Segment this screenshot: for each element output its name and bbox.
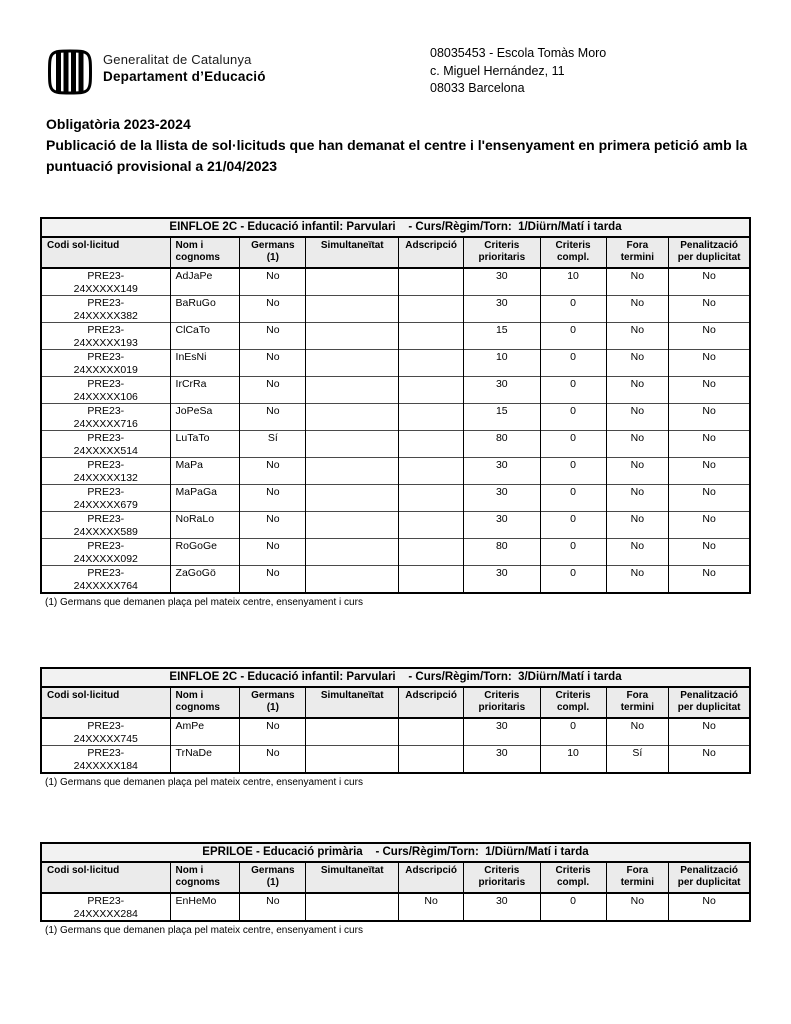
cell-penalitzacio-duplicitat: No — [669, 485, 750, 512]
table-row — [41, 296, 750, 323]
cell-fora-termini: No — [606, 458, 669, 485]
cell-codi-sollicitud: PRE23- 24XXXXX092 — [41, 539, 170, 566]
cell-adscripcio — [399, 746, 464, 774]
school-code-name: 08035453 - Escola Tomàs Moro — [430, 46, 607, 60]
table-row — [41, 431, 750, 458]
org-name-block — [103, 48, 266, 85]
cell-simultaneitat — [306, 566, 399, 594]
cell-simultaneitat — [306, 377, 399, 404]
cell-codi-sollicitud: PRE23- 24XXXXX764 — [41, 566, 170, 594]
cell-codi-sollicitud: PRE23- 24XXXXX106 — [41, 377, 170, 404]
cell-criteris-prioritaris: 30 — [464, 296, 541, 323]
table-row — [41, 512, 750, 539]
cell-fora-termini: No — [606, 431, 669, 458]
cell-criteris-compl: 0 — [540, 485, 606, 512]
column-header: Nom i cognoms — [170, 237, 240, 268]
cell-criteris-compl: 0 — [540, 718, 606, 746]
cell-germans: No — [240, 268, 306, 296]
cell-germans: No — [240, 458, 306, 485]
column-header: Criteris prioritaris — [464, 687, 541, 718]
column-header: Criteris compl. — [540, 862, 606, 893]
cell-adscripcio — [399, 512, 464, 539]
cell-simultaneitat — [306, 431, 399, 458]
cell-criteris-compl: 0 — [540, 377, 606, 404]
cell-criteris-compl: 0 — [540, 431, 606, 458]
cell-germans: No — [240, 377, 306, 404]
cell-criteris-compl: 0 — [540, 893, 606, 921]
cell-criteris-compl: 10 — [540, 746, 606, 774]
cell-nom-cognoms: RoGoGe — [170, 539, 240, 566]
cell-simultaneitat — [306, 512, 399, 539]
school-street: c. Miguel Hernández, 11 — [430, 63, 565, 78]
cell-criteris-prioritaris: 15 — [464, 404, 541, 431]
cell-germans: No — [240, 512, 306, 539]
column-header: Codi sol·licitud — [41, 687, 170, 718]
cell-criteris-prioritaris: 30 — [464, 268, 541, 296]
cell-fora-termini: No — [606, 566, 669, 594]
cell-adscripcio — [399, 323, 464, 350]
column-header: Germans (1) — [240, 237, 306, 268]
cell-nom-cognoms: BaRuGo — [170, 296, 240, 323]
cell-penalitzacio-duplicitat: No — [669, 268, 750, 296]
cell-criteris-compl: 0 — [540, 350, 606, 377]
cell-penalitzacio-duplicitat: No — [669, 458, 750, 485]
cell-adscripcio — [399, 404, 464, 431]
cell-fora-termini: No — [606, 893, 669, 921]
column-header: Adscripció — [399, 862, 464, 893]
cell-nom-cognoms: EnHeMo — [170, 893, 240, 921]
cell-adscripcio — [399, 718, 464, 746]
cell-nom-cognoms: AmPe — [170, 718, 240, 746]
cell-fora-termini: No — [606, 377, 669, 404]
cell-criteris-prioritaris: 30 — [464, 485, 541, 512]
cell-nom-cognoms: NoRaLo — [170, 512, 240, 539]
cell-simultaneitat — [306, 404, 399, 431]
cell-adscripcio — [399, 377, 464, 404]
cell-penalitzacio-duplicitat: No — [669, 404, 750, 431]
cell-criteris-prioritaris: 80 — [464, 431, 541, 458]
school-address-block — [430, 45, 606, 98]
cell-fora-termini: No — [606, 404, 669, 431]
cell-criteris-prioritaris: 30 — [464, 458, 541, 485]
footnote: (1) Germans que demanen plaça pel mateix centre, ensenyament i curs — [45, 925, 363, 936]
admissions-table-eprlloe-torn1 — [40, 842, 751, 922]
cell-nom-cognoms: ClCaTo — [170, 323, 240, 350]
cell-penalitzacio-duplicitat: No — [669, 718, 750, 746]
cell-codi-sollicitud: PRE23- 24XXXXX716 — [41, 404, 170, 431]
column-header: Fora termini — [606, 687, 669, 718]
generalitat-logo-icon — [48, 48, 92, 96]
table-row — [41, 268, 750, 296]
cell-germans: No — [240, 296, 306, 323]
cell-criteris-compl: 0 — [540, 539, 606, 566]
cell-germans: No — [240, 539, 306, 566]
column-header: Germans (1) — [240, 687, 306, 718]
cell-criteris-prioritaris: 15 — [464, 323, 541, 350]
cell-adscripcio — [399, 485, 464, 512]
cell-penalitzacio-duplicitat: No — [669, 512, 750, 539]
cell-nom-cognoms: LuTaTo — [170, 431, 240, 458]
column-header: Codi sol·licitud — [41, 237, 170, 268]
cell-criteris-prioritaris: 30 — [464, 566, 541, 594]
cell-fora-termini: No — [606, 268, 669, 296]
cell-penalitzacio-duplicitat: No — [669, 539, 750, 566]
table-row — [41, 377, 750, 404]
cell-simultaneitat — [306, 296, 399, 323]
footnote: (1) Germans que demanen plaça pel mateix centre, ensenyament i curs — [45, 777, 363, 788]
column-header: Nom i cognoms — [170, 687, 240, 718]
column-header: Criteris prioritaris — [464, 862, 541, 893]
cell-fora-termini: No — [606, 323, 669, 350]
cell-penalitzacio-duplicitat: No — [669, 296, 750, 323]
table-title: EINFLOE 2C - Educació infantil: Parvulari - Curs/Règim/Torn: 1/Diürn/Matí i tarda — [41, 218, 750, 237]
table-row — [41, 718, 750, 746]
cell-adscripcio — [399, 539, 464, 566]
cell-criteris-compl: 0 — [540, 512, 606, 539]
cell-nom-cognoms: AdJaPe — [170, 268, 240, 296]
cell-criteris-compl: 10 — [540, 268, 606, 296]
cell-criteris-prioritaris: 30 — [464, 512, 541, 539]
cell-germans: No — [240, 350, 306, 377]
cell-fora-termini: No — [606, 485, 669, 512]
cell-codi-sollicitud: PRE23- 24XXXXX149 — [41, 268, 170, 296]
cell-criteris-prioritaris: 30 — [464, 893, 541, 921]
cell-simultaneitat — [306, 718, 399, 746]
footnote: (1) Germans que demanen plaça pel mateix centre, ensenyament i curs — [45, 597, 363, 608]
column-header: Germans (1) — [240, 862, 306, 893]
cell-nom-cognoms: IrCrRa — [170, 377, 240, 404]
letterhead — [48, 48, 266, 96]
cell-codi-sollicitud: PRE23- 24XXXXX019 — [41, 350, 170, 377]
cell-criteris-compl: 0 — [540, 323, 606, 350]
cell-simultaneitat — [306, 485, 399, 512]
cell-penalitzacio-duplicitat: No — [669, 746, 750, 774]
section-eprlloe-torn1 — [40, 842, 751, 936]
cell-germans: No — [240, 404, 306, 431]
table-header-row — [41, 687, 750, 718]
cell-adscripcio — [399, 566, 464, 594]
cell-criteris-compl: 0 — [540, 566, 606, 594]
cell-simultaneitat — [306, 539, 399, 566]
document-title-block — [46, 114, 758, 177]
cell-germans: No — [240, 718, 306, 746]
column-header: Fora termini — [606, 237, 669, 268]
column-header: Codi sol·licitud — [41, 862, 170, 893]
cell-codi-sollicitud: PRE23- 24XXXXX184 — [41, 746, 170, 774]
cell-codi-sollicitud: PRE23- 24XXXXX284 — [41, 893, 170, 921]
cell-adscripcio — [399, 431, 464, 458]
cell-penalitzacio-duplicitat: No — [669, 893, 750, 921]
doc-title-publication: Publicació de la llista de sol·licituds que han demanat el centre i l'ensenyament en primera petició amb la puntuació provisional a 21/04/2023 — [46, 137, 748, 174]
cell-criteris-compl: 0 — [540, 458, 606, 485]
cell-adscripcio — [399, 458, 464, 485]
cell-adscripcio — [399, 268, 464, 296]
cell-adscripcio: No — [399, 893, 464, 921]
school-city: 08033 Barcelona — [430, 81, 525, 95]
column-header: Penalització per duplicitat — [669, 862, 750, 893]
org-department: Departament d’Educació — [103, 69, 266, 84]
cell-germans: No — [240, 746, 306, 774]
cell-penalitzacio-duplicitat: No — [669, 566, 750, 594]
cell-nom-cognoms: MaPa — [170, 458, 240, 485]
cell-codi-sollicitud: PRE23- 24XXXXX745 — [41, 718, 170, 746]
column-header: Simultaneïtat — [306, 237, 399, 268]
table-row — [41, 485, 750, 512]
table-row — [41, 350, 750, 377]
cell-criteris-prioritaris: 30 — [464, 377, 541, 404]
cell-codi-sollicitud: PRE23- 24XXXXX193 — [41, 323, 170, 350]
section-einfloe-torn3 — [40, 667, 751, 788]
cell-simultaneitat — [306, 323, 399, 350]
cell-penalitzacio-duplicitat: No — [669, 431, 750, 458]
column-header: Criteris prioritaris — [464, 237, 541, 268]
cell-nom-cognoms: MaPaGa — [170, 485, 240, 512]
column-header: Penalització per duplicitat — [669, 237, 750, 268]
column-header: Simultaneïtat — [306, 687, 399, 718]
cell-penalitzacio-duplicitat: No — [669, 323, 750, 350]
table-title-row — [41, 843, 750, 862]
cell-germans: Sí — [240, 431, 306, 458]
cell-adscripcio — [399, 296, 464, 323]
cell-fora-termini: Sí — [606, 746, 669, 774]
doc-title-course: Obligatòria 2023-2024 — [46, 116, 191, 132]
cell-fora-termini: No — [606, 512, 669, 539]
cell-germans: No — [240, 323, 306, 350]
column-header: Nom i cognoms — [170, 862, 240, 893]
table-row — [41, 539, 750, 566]
cell-criteris-compl: 0 — [540, 404, 606, 431]
table-title-row — [41, 668, 750, 687]
cell-codi-sollicitud: PRE23- 24XXXXX589 — [41, 512, 170, 539]
cell-fora-termini: No — [606, 350, 669, 377]
org-name: Generalitat de Catalunya — [103, 52, 252, 67]
cell-codi-sollicitud: PRE23- 24XXXXX514 — [41, 431, 170, 458]
column-header: Simultaneïtat — [306, 862, 399, 893]
admissions-table-einfloe-torn3 — [40, 667, 751, 774]
column-header: Fora termini — [606, 862, 669, 893]
cell-simultaneitat — [306, 746, 399, 774]
cell-criteris-compl: 0 — [540, 296, 606, 323]
table-row — [41, 746, 750, 774]
cell-nom-cognoms: JoPeSa — [170, 404, 240, 431]
cell-fora-termini: No — [606, 296, 669, 323]
table-title: EINFLOE 2C - Educació infantil: Parvulari - Curs/Règim/Torn: 3/Diürn/Matí i tarda — [41, 668, 750, 687]
cell-germans: No — [240, 566, 306, 594]
cell-penalitzacio-duplicitat: No — [669, 350, 750, 377]
table-title-row — [41, 218, 750, 237]
cell-simultaneitat — [306, 458, 399, 485]
section-einfloe-torn1 — [40, 217, 751, 608]
column-header: Penalització per duplicitat — [669, 687, 750, 718]
cell-codi-sollicitud: PRE23- 24XXXXX132 — [41, 458, 170, 485]
cell-simultaneitat — [306, 350, 399, 377]
table-title: EPRILOE - Educació primària - Curs/Règim/Torn: 1/Diürn/Matí i tarda — [41, 843, 750, 862]
cell-criteris-prioritaris: 30 — [464, 718, 541, 746]
column-header: Adscripció — [399, 237, 464, 268]
cell-simultaneitat — [306, 268, 399, 296]
table-row — [41, 323, 750, 350]
cell-nom-cognoms: ZaGoGö — [170, 566, 240, 594]
cell-adscripcio — [399, 350, 464, 377]
cell-codi-sollicitud: PRE23- 24XXXXX382 — [41, 296, 170, 323]
cell-simultaneitat — [306, 893, 399, 921]
column-header: Adscripció — [399, 687, 464, 718]
cell-germans: No — [240, 893, 306, 921]
column-header: Criteris compl. — [540, 237, 606, 268]
table-row — [41, 893, 750, 921]
cell-nom-cognoms: InEsNi — [170, 350, 240, 377]
admissions-table-einfloe-torn1 — [40, 217, 751, 594]
table-header-row — [41, 237, 750, 268]
table-row — [41, 458, 750, 485]
cell-fora-termini: No — [606, 718, 669, 746]
cell-nom-cognoms: TrNaDe — [170, 746, 240, 774]
table-header-row — [41, 862, 750, 893]
cell-criteris-prioritaris: 80 — [464, 539, 541, 566]
column-header: Criteris compl. — [540, 687, 606, 718]
table-row — [41, 404, 750, 431]
cell-germans: No — [240, 485, 306, 512]
cell-criteris-prioritaris: 30 — [464, 746, 541, 774]
cell-penalitzacio-duplicitat: No — [669, 377, 750, 404]
cell-codi-sollicitud: PRE23- 24XXXXX679 — [41, 485, 170, 512]
table-row — [41, 566, 750, 594]
cell-criteris-prioritaris: 10 — [464, 350, 541, 377]
cell-fora-termini: No — [606, 539, 669, 566]
